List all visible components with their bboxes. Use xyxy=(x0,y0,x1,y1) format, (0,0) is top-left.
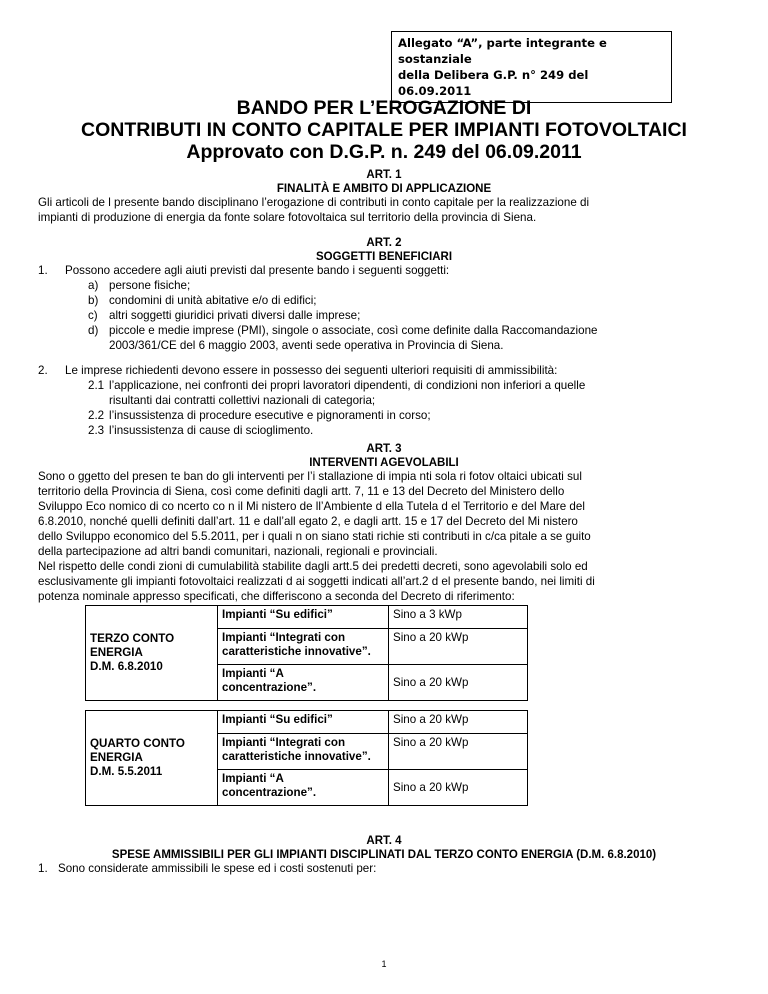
list-text: l’applicazione, nei confronti dei propri lavoratori dipendenti, di condizioni non inferiori a quelle xyxy=(109,379,586,392)
page-number: 1 xyxy=(381,959,387,969)
text-line: Sviluppo Eco nomico di co ncerto co n il Mi nistero de ll’Ambiente d ella Tutela d el Territorio e del Mare del xyxy=(38,500,585,513)
list-text: l’insussistenza di cause di scioglimento. xyxy=(109,424,314,437)
list-marker: b) xyxy=(88,294,99,307)
conto-energia-table xyxy=(85,710,528,806)
text-line: territorio della Provincia di Siena, così come definiti dagli artt. 7, 11 e 13 del Decreto del Ministero dello xyxy=(38,485,565,498)
table-value-cell: Sino a 20 kWp xyxy=(389,711,528,734)
text-line: esclusivamente gli impianti fotovoltaici realizzati d ai soggetti indicati all’art.2 d el presente bando, nei limiti di xyxy=(38,575,595,588)
table-type-line: Impianti “A xyxy=(222,667,284,680)
table-type-cell xyxy=(218,606,389,629)
text-line: Nel rispetto delle condi zioni di cumulabilità stabilite dagli artt.5 dei predetti decreti, sono agevolabili solo ed xyxy=(38,560,588,573)
allegato-line: della Delibera G.P. n° 249 del 06.09.2011 xyxy=(398,68,589,98)
list-marker: a) xyxy=(88,279,99,292)
article-heading: INTERVENTI AGEVOLABILI xyxy=(309,457,459,469)
list-marker: 2.3 xyxy=(88,424,105,437)
list-text: Possono accedere agli aiuti previsti dal presente bando i seguenti soggetti: xyxy=(65,264,450,277)
table-type-cell xyxy=(218,711,389,734)
table-value-cell: Sino a 20 kWp xyxy=(389,665,528,701)
table-value-cell: Sino a 20 kWp xyxy=(389,629,528,665)
list-text: persone fisiche; xyxy=(109,279,191,292)
list-text: altri soggetti giuridici privati diversi dalle imprese; xyxy=(109,309,361,322)
table-type-cell xyxy=(218,734,389,770)
list-marker: 2.2 xyxy=(88,409,105,422)
allegato-box xyxy=(391,31,672,103)
doc-title-line: Approvato con D.G.P. n. 249 del 06.09.2011 xyxy=(186,141,582,163)
table-value-cell: Sino a 20 kWp xyxy=(389,770,528,806)
article-number: ART. 4 xyxy=(366,835,402,847)
allegato-line: Allegato “A”, parte integrante e sostanziale xyxy=(398,36,607,66)
list-text: l’insussistenza di procedure esecutive e pignoramenti in corso; xyxy=(109,409,431,422)
list-marker: 1. xyxy=(38,264,48,277)
table-type-cell xyxy=(218,629,389,665)
article-paragraph xyxy=(38,469,732,604)
article-number: ART. 2 xyxy=(366,237,402,249)
table-type-line: Impianti “Integrati con xyxy=(222,736,346,749)
list-text: condomini di unità abitative e/o di edifici; xyxy=(109,294,317,307)
doc-title-line: CONTRIBUTI IN CONTO CAPITALE PER IMPIANTI FOTOVOLTAICI xyxy=(81,119,687,141)
table-value-cell: Sino a 20 kWp xyxy=(389,734,528,770)
table-label-line: D.M. 5.5.2011 xyxy=(90,765,163,778)
table-label-line: ENERGIA xyxy=(90,751,143,764)
table-type-line: caratteristiche innovative”. xyxy=(222,645,371,658)
article-heading: FINALITÀ E AMBITO DI APPLICAZIONE xyxy=(276,183,492,195)
text-line: dello Sviluppo economico del 5.5.2011, per i quali n on siano stati richie sti contributi in c/ca pitale a se guito xyxy=(38,530,591,543)
list-text: piccole e medie imprese (PMI), singole o associate, così come definite dalla Raccomandazione xyxy=(109,324,598,337)
table-label-line: TERZO CONTO xyxy=(90,632,175,645)
article-heading: SOGGETTI BENEFICIARI xyxy=(315,251,453,263)
table-type-line: Impianti “Integrati con xyxy=(222,631,346,644)
article-paragraph xyxy=(38,195,732,225)
list-marker: d) xyxy=(88,324,99,337)
table-type-line: concentrazione”. xyxy=(222,786,317,799)
list-marker: 2. xyxy=(38,364,48,377)
list-marker: c) xyxy=(88,309,98,322)
text-line: 6.8.2010, nonché quelli definiti dall’art. 11 e dall’all egato 2, e dagli artt. 15 e 17 del Decreto del Mi nistero xyxy=(38,515,578,528)
table-label-line: ENERGIA xyxy=(90,646,143,659)
table-label-cell xyxy=(86,606,218,701)
article-number: ART. 3 xyxy=(366,443,402,455)
table-label-line: QUARTO CONTO xyxy=(90,737,185,750)
table-type-line: Impianti “Su edifici” xyxy=(222,713,333,726)
table-label-cell xyxy=(86,711,218,806)
list-marker: 1. xyxy=(38,862,48,875)
list-marker: 2.1 xyxy=(88,379,105,392)
text-line: Sono o ggetto del presen te ban do gli interventi per l’i stallazione di impia nti sola ri fotov oltaici ubicati sul xyxy=(38,470,582,483)
table-type-line: Impianti “A xyxy=(222,772,284,785)
list-text: Sono considerate ammissibili le spese ed i costi sostenuti per: xyxy=(58,862,377,875)
table-type-line: concentrazione”. xyxy=(222,681,317,694)
text-line: della partecipazione ad altri bandi comunitari, nazionali, regionali e provinciali. xyxy=(38,545,438,558)
table-type-line: Impianti “Su edifici” xyxy=(222,608,333,621)
text-line: potenza nominale appresso specificati, che differiscono a seconda del Decreto di riferimento: xyxy=(38,590,515,603)
table-type-line: caratteristiche innovative”. xyxy=(222,750,371,763)
table-label-line: D.M. 6.8.2010 xyxy=(90,660,163,673)
text-line: Gli articoli de l presente bando disciplinano l’erogazione di contributi in conto capitale per la realizzazione di xyxy=(38,196,590,209)
table-type-cell xyxy=(218,770,389,806)
conto-energia-table xyxy=(85,605,528,701)
text-line: impianti di produzione di energia da fonte solare fotovoltaica sul territorio della provincia di Siena. xyxy=(38,211,537,224)
table-value-cell: Sino a 3 kWp xyxy=(389,606,528,629)
list-text: risultanti dai contratti collettivi nazionali di categoria; xyxy=(109,394,376,407)
list-text: Le imprese richiedenti devono essere in possesso dei seguenti ulteriori requisiti di ammissibilità: xyxy=(65,364,558,377)
article-number: ART. 1 xyxy=(366,169,402,181)
list-text: 2003/361/CE del 6 maggio 2003, aventi sede operativa in Provincia di Siena. xyxy=(109,339,504,352)
article-heading: SPESE AMMISSIBILI PER GLI IMPIANTI DISCIPLINATI DAL TERZO CONTO ENERGIA (D.M. 6.8.2010) xyxy=(111,849,657,861)
doc-title-line: BANDO PER L’EROGAZIONE DI xyxy=(236,97,532,119)
table-type-cell xyxy=(218,665,389,701)
